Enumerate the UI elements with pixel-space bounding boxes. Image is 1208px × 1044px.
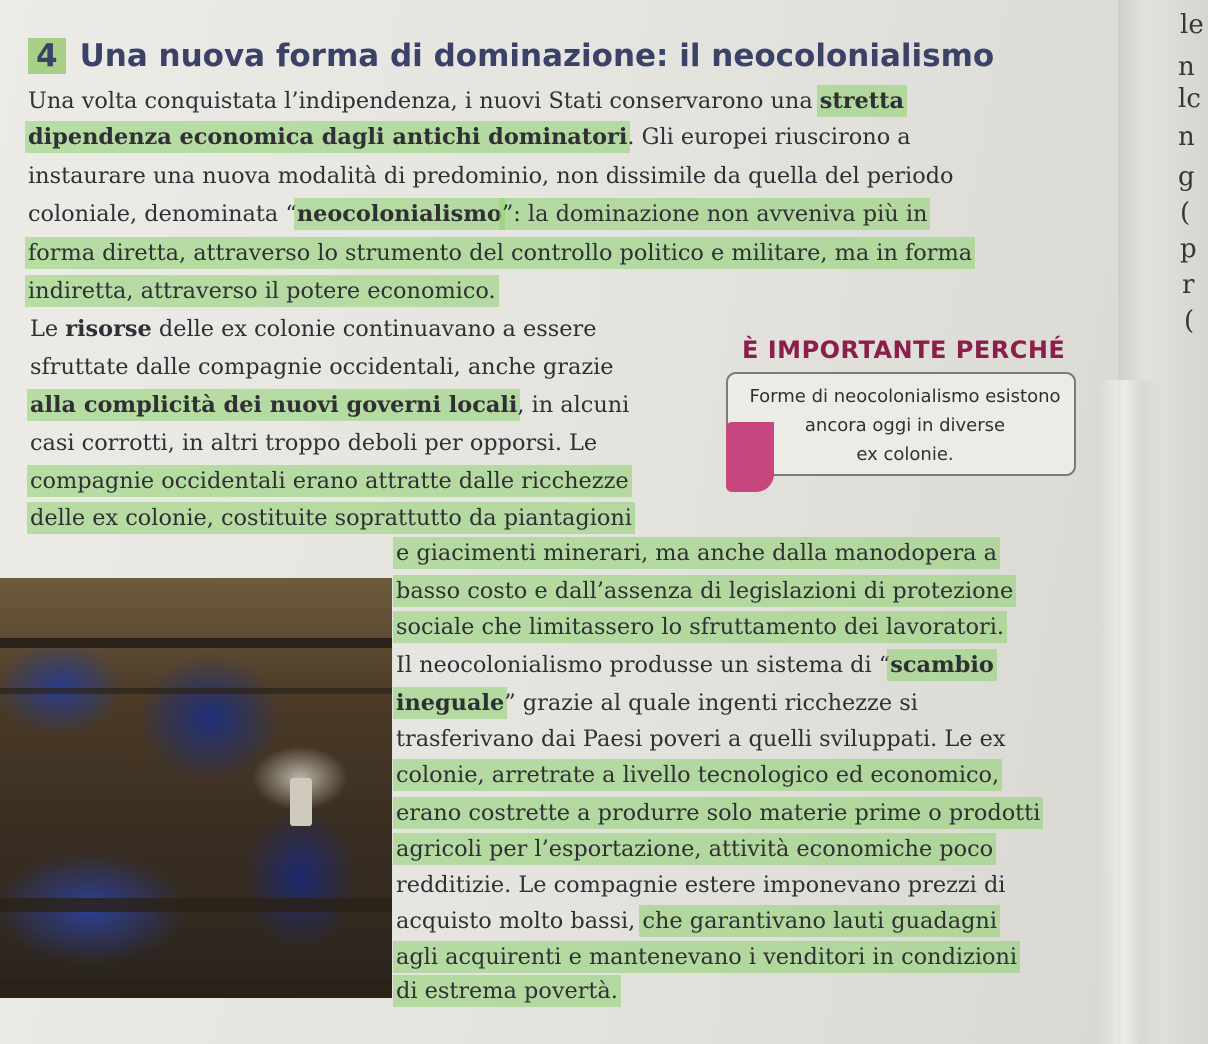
text-line: redditizie. Le compagnie estere imponevano prezzi di bbox=[396, 872, 1006, 898]
text-line: compagnie occidentali erano attratte dalle ricchezze bbox=[30, 468, 629, 494]
text-line: Una volta conquistata l’indipendenza, i nuovi Stati conservarono una stretta bbox=[28, 88, 904, 114]
text-line: ineguale” grazie al quale ingenti ricchezze si bbox=[396, 690, 918, 716]
edge-text: p bbox=[1180, 234, 1197, 264]
text-line: Il neocolonialismo produsse un sistema di “scambio bbox=[396, 652, 994, 678]
text-line: basso costo e dall’assenza di legislazioni di protezione bbox=[396, 578, 1014, 604]
edge-text: g bbox=[1178, 162, 1195, 192]
edge-text: n bbox=[1178, 52, 1195, 82]
text-line: casi corrotti, in altri troppo deboli per opporsi. Le bbox=[30, 430, 598, 456]
text-line: colonie, arretrate a livello tecnologico ed economico, bbox=[396, 762, 1000, 788]
text-line: coloniale, denominata “neocolonialismo”: la dominazione non avveniva più in bbox=[28, 201, 928, 227]
edge-text: ( bbox=[1184, 306, 1195, 336]
text-line: acquisto molto bassi, che garantivano lauti guadagni bbox=[396, 908, 997, 934]
edge-text: lc bbox=[1178, 84, 1201, 114]
text-line: dipendenza economica dagli antichi dominatori. Gli europei riuscirono a bbox=[28, 124, 911, 150]
text-line: sfruttate dalle compagnie occidentali, anche grazie bbox=[30, 354, 614, 380]
callout-line: Forme di neocolonialismo esistono bbox=[749, 386, 1061, 407]
text-line: delle ex colonie, costituite soprattutto da piantagioni bbox=[30, 505, 632, 531]
callout-line: ancora oggi in diverse bbox=[804, 415, 1006, 436]
text-line: agricoli per l’esportazione, attività economiche poco bbox=[396, 836, 994, 862]
text-line: alla complicità dei nuovi governi locali, in alcuni bbox=[30, 392, 630, 418]
text-line: di estrema povertà. bbox=[396, 978, 618, 1004]
text-line: sociale che limitassero lo sfruttamento dei lavoratori. bbox=[396, 614, 1004, 640]
text-line: trasferivano dai Paesi poveri a quelli sviluppati. Le ex bbox=[396, 726, 1006, 752]
text-line: Le risorse delle ex colonie continuavano a essere bbox=[30, 316, 597, 342]
edge-text: ( bbox=[1180, 198, 1191, 228]
page-gutter bbox=[1100, 380, 1160, 1044]
edge-text: n bbox=[1178, 122, 1195, 152]
callout-title: È IMPORTANTE PERCHÉ bbox=[742, 336, 1066, 364]
text-line: erano costrette a produrre solo materie prime o prodotti bbox=[396, 800, 1041, 826]
section-heading bbox=[28, 38, 994, 74]
edge-text: r bbox=[1182, 270, 1195, 300]
text-line: agli acquirenti e mantenevano i venditori in condizioni bbox=[396, 944, 1018, 970]
callout-line: ex colonie. bbox=[856, 444, 954, 465]
callout-text bbox=[740, 382, 1070, 469]
edge-text: le bbox=[1180, 10, 1204, 40]
section-number: 4 bbox=[28, 38, 66, 74]
text-line: instaurare una nuova modalità di predominio, non dissimile da quella del periodo bbox=[28, 163, 954, 189]
text-line: forma diretta, attraverso lo strumento del controllo politico e militare, ma in forma bbox=[28, 240, 973, 266]
text-line: indiretta, attraverso il potere economico. bbox=[28, 278, 496, 304]
section-title: Una nuova forma di dominazione: il neocolonialismo bbox=[79, 38, 995, 74]
text-line: e giacimenti minerari, ma anche dalla manodopera a bbox=[396, 540, 997, 566]
workers-photo bbox=[0, 578, 392, 998]
